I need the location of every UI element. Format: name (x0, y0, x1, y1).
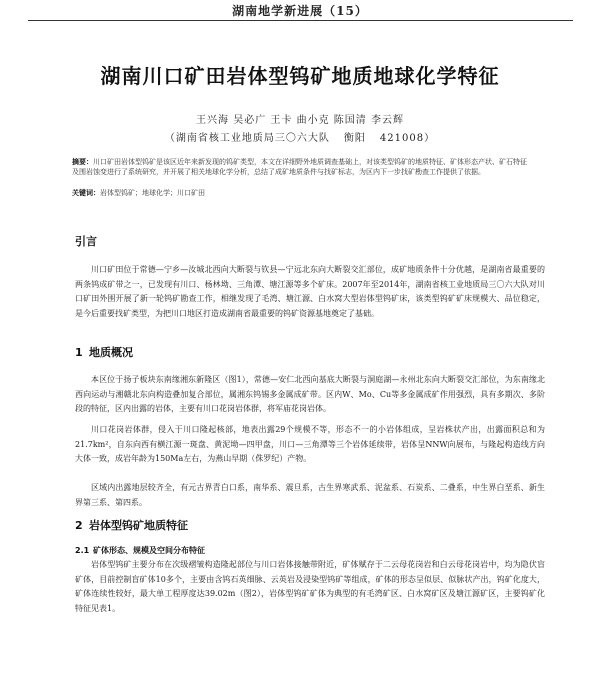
affiliation-postcode: 421008） (379, 133, 436, 144)
subsection-heading-2-1: 2.1 矿体形态、规模及空间分布特征 (75, 546, 205, 555)
keywords-text: 岩体型钨矿；地球化学；川口矿田 (100, 189, 205, 197)
abstract-text: 川口矿田岩体型钨矿是该区近年来新发现的钨矿类型，本文在详细野外地质调查基础上，对该类型钨矿的地质特征、矿体形态产状、矿石特征及围岩蚀变进行了系统研究，并开展了相关地球化学分析，总结了成矿地质条件与找矿标志，为区内下一步找矿勘查工作提供了依据。 (72, 158, 527, 176)
header-rule (28, 20, 573, 21)
section-heading-2: 2 岩体型钨矿地质特征 (75, 519, 188, 532)
affiliation-org: （湖南省核工业地质局三〇六大队 (164, 133, 330, 144)
keywords-label: 关键词： (72, 188, 100, 197)
affiliation-city: 衡阳 (343, 133, 366, 144)
keywords (72, 188, 532, 198)
running-header: 湖南地学新进展（15） (232, 4, 368, 18)
section-heading-intro: 引言 (75, 235, 97, 248)
abstract-label: 摘要： (72, 157, 93, 166)
paper-title: 湖南川口矿田岩体型钨矿地质地球化学特征 (100, 64, 500, 88)
section-1-paragraph-1: 本区位于扬子板块东南缘湘东新隆区（图1），常德—安仁北西向基底大断裂与洞庭湖—永州北东向大断裂交汇部位，为东南缘北西向运动与湘赣北东向构造叠加复合部位，属湘东钨锡多金属成矿带。区内W、Mo、Cu等多金属成矿作用强烈，具有多期次、多阶段的特征，区内出露的岩体，主要有川口花岗岩体群，将军庙花岗岩体。 (75, 375, 545, 413)
intro-paragraph: 川口矿田位于常德—宁乡—汝城北西向大断裂与钦县—宁远北东向大断裂交汇部位，成矿地质条件十分优越，是湖南省最重要的两条钨成矿带之一，已发现有川口、杨林坳、三角潭、塘江源等多个矿床。2007年至2014年，湖南省核工业地质局三〇六大队对川口矿田外围开展了新一轮钨矿勘查工作，相继发现了毛湾、塘江源、白水窝大型岩体型钨矿床，该类型钨矿矿床规模大、品位稳定，是今后重要找矿类型，为把川口地区打造成湖南省最重要的钨矿资源基地奠定了基础。 (75, 265, 545, 318)
section-1-paragraph-3: 区域内出露地层较齐全，有元古界青白口系，南华系、震旦系，古生界寒武系、泥盆系、石炭系、二叠系，中生界白垩系、新生界第三系、第四系。 (75, 483, 545, 507)
section-1-paragraph-2: 川口花岗岩体群，侵入于川口隆起核部，地表出露29个规模不等，形态不一的小岩体组成，呈岩株状产出，出露面积总和为21.7km²，自东向西有横江源一斑盘、黄泥坳—四甲盘，川口—三角潭等三个岩体延续带，岩体呈NNW向展布，与隆起构造线方向大体一致，成岩年龄为150Ma左右，为燕山早期（侏罗纪）产物。 (75, 425, 545, 463)
affiliation (0, 129, 600, 144)
author-list: 王兴海 吴必广 王卡 曲小克 陈国清 李云辉 (196, 115, 404, 126)
abstract (72, 157, 532, 177)
subsection-2-1-paragraph: 岩体型钨矿主要分布在次级褶皱构造隆起部位与川口岩体接触带附近，矿体赋存于二云母花岗岩和白云母花岗岩中，均为隐伏盲矿体，目前控制盲矿体10多个，主要由含钨石英细脉、云英岩及浸染型钨矿等组成，矿体的形态呈似层、似脉状产出，钨矿化度大，矿体连续性较好，最大单工程厚度达39.02m（图2），岩体型钨矿矿体为典型的有毛湾矿区、白水窝矿区及塘江源矿区，主要钨矿化特征见表1。 (75, 560, 545, 613)
section-heading-1: 1 地质概况 (75, 346, 133, 359)
